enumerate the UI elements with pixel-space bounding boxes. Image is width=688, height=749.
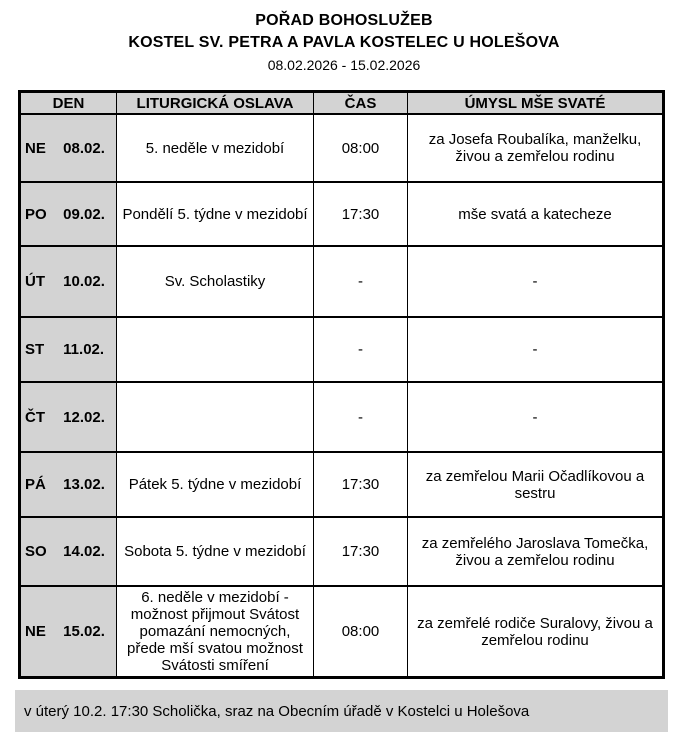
day-cell — [20, 182, 117, 246]
schedule-table-head — [20, 92, 664, 115]
day-abbreviation: PO — [25, 205, 47, 223]
day-date: 08.02. — [63, 139, 105, 157]
day-cell — [20, 452, 117, 517]
intention-cell: za zemřelého Jaroslava Tomečka, živou a zemřelou rodinu — [408, 517, 664, 586]
column-header-liturgicka-oslava: LITURGICKÁ OSLAVA — [117, 92, 314, 115]
intention-cell: - — [408, 382, 664, 452]
date-range: 08.02.2026 - 15.02.2026 — [267, 57, 421, 74]
time-cell: - — [314, 317, 408, 382]
celebration-cell: Pondělí 5. týdne v mezidobí — [117, 182, 314, 246]
day-date: 14.02. — [63, 543, 105, 560]
day-date: 09.02. — [63, 205, 105, 223]
day-abbreviation: ČT — [25, 408, 45, 426]
day-date: 15.02. — [63, 623, 105, 640]
footer-note-text: v úterý 10.2. 17:30 Scholička, sraz na Obecním úřadě v Kostelci u Holešova — [24, 702, 530, 720]
table-row — [20, 382, 664, 452]
day-abbreviation: PÁ — [25, 476, 46, 493]
table-row — [20, 182, 664, 246]
celebration-cell — [117, 382, 314, 452]
day-date: 13.02. — [63, 476, 105, 493]
day-date: 10.02. — [63, 273, 105, 290]
table-row — [20, 317, 664, 382]
time-cell: 17:30 — [314, 517, 408, 586]
intention-cell: - — [408, 317, 664, 382]
day-abbreviation: ST — [25, 341, 45, 358]
document-header — [0, 0, 688, 75]
day-cell — [20, 517, 117, 586]
day-date: 11.02. — [63, 341, 105, 358]
intention-cell: za zemřelou Marii Očadlíkovou a sestru — [408, 452, 664, 517]
document-title: POŘAD BOHOSLUŽEB — [255, 12, 433, 29]
celebration-cell: 5. neděle v mezidobí — [117, 114, 314, 182]
column-header-den: DEN — [20, 92, 117, 115]
table-row — [20, 517, 664, 586]
intention-cell: za zemřelé rodiče Suralovy, živou a zemřelou rodinu — [408, 586, 664, 678]
day-date: 12.02. — [63, 408, 105, 426]
column-header-umysl: ÚMYSL MŠE SVATÉ — [408, 92, 664, 115]
schedule-table — [18, 90, 665, 679]
time-cell: 17:30 — [314, 182, 408, 246]
column-header-cas: ČAS — [314, 92, 408, 115]
table-row — [20, 586, 664, 678]
celebration-cell: 6. neděle v mezidobí - možnost přijmout Svátost pomazání nemocných, přede mší svatou možnost Svátosti smíření — [117, 586, 314, 678]
day-cell — [20, 114, 117, 182]
celebration-cell: Sv. Scholastiky — [117, 246, 314, 317]
table-row — [20, 114, 664, 182]
intention-cell: - — [408, 246, 664, 317]
day-abbreviation: NE — [25, 623, 46, 640]
day-abbreviation: SO — [25, 543, 47, 560]
day-cell — [20, 317, 117, 382]
table-row — [20, 246, 664, 317]
day-cell — [20, 586, 117, 678]
day-abbreviation: ÚT — [25, 273, 45, 290]
table-row — [20, 452, 664, 517]
time-cell: - — [314, 382, 408, 452]
time-cell: 08:00 — [314, 114, 408, 182]
intention-cell: za Josefa Roubalíka, manželku, živou a zemřelou rodinu — [408, 114, 664, 182]
footer-note-bar — [15, 690, 668, 732]
celebration-cell: Sobota 5. týdne v mezidobí — [117, 517, 314, 586]
day-cell — [20, 246, 117, 317]
time-cell: 08:00 — [314, 586, 408, 678]
schedule-table-body — [20, 114, 664, 678]
time-cell: 17:30 — [314, 452, 408, 517]
celebration-cell — [117, 317, 314, 382]
day-cell — [20, 382, 117, 452]
church-name: KOSTEL SV. PETRA A PAVLA KOSTELEC U HOLEŠOVA — [128, 33, 560, 51]
header-row — [20, 92, 664, 115]
intention-cell: mše svatá a katecheze — [408, 182, 664, 246]
celebration-cell: Pátek 5. týdne v mezidobí — [117, 452, 314, 517]
time-cell: - — [314, 246, 408, 317]
day-abbreviation: NE — [25, 139, 46, 157]
